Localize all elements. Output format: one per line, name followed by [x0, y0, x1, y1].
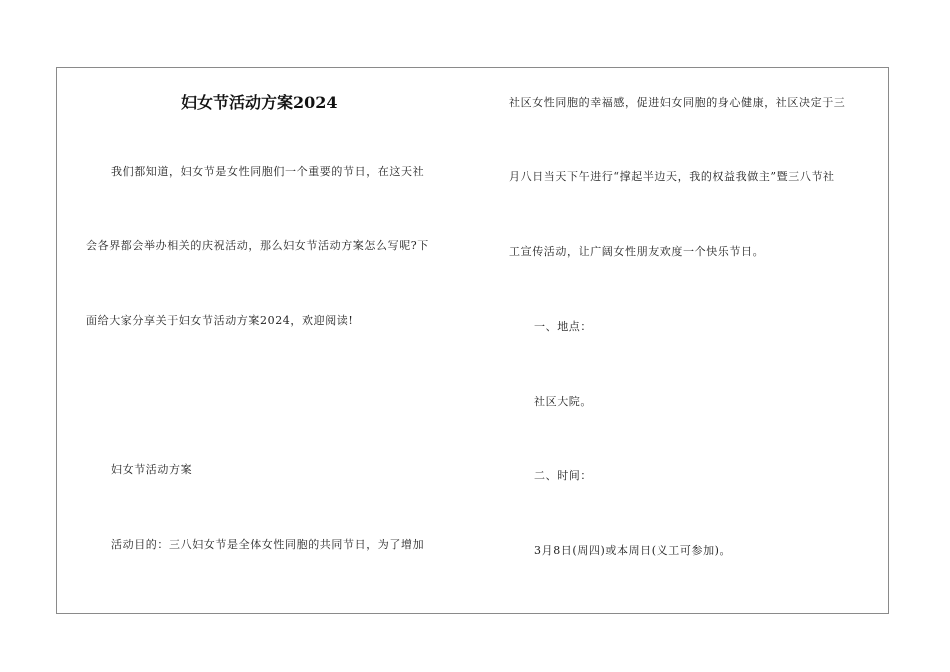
- document-title: 妇女节活动方案2024: [181, 93, 338, 112]
- purpose-continuation-line-2: 月八日当天下午进行“撑起半边天，我的权益我做主”暨三八节社: [509, 170, 835, 183]
- intro-line-1: 我们都知道，妇女节是女性同胞们一个重要的节日，在这天社: [111, 165, 425, 178]
- purpose-continuation-line-1: 社区女性同胞的幸福感，促进妇女同胞的身心健康，社区决定于三: [509, 96, 846, 109]
- purpose-line: 活动目的：三八妇女节是全体女性同胞的共同节日，为了增加: [111, 538, 425, 551]
- location-heading: 一、地点：: [534, 320, 592, 333]
- location-value: 社区大院。: [534, 395, 592, 408]
- page-frame: [56, 67, 889, 614]
- section-heading: 妇女节活动方案: [111, 463, 193, 476]
- intro-line-3: 面给大家分享关于妇女节活动方案2024，欢迎阅读!: [86, 314, 354, 327]
- purpose-continuation-line-3: 工宣传活动，让广阔女性朋友欢度一个快乐节日。: [509, 245, 765, 258]
- time-value: 3月8日(周四)或本周日(义工可参加)。: [534, 544, 732, 557]
- time-heading: 二、时间：: [534, 469, 592, 482]
- intro-line-2: 会各界都会举办相关的庆祝活动，那么妇女节活动方案怎么写呢?下: [86, 239, 429, 252]
